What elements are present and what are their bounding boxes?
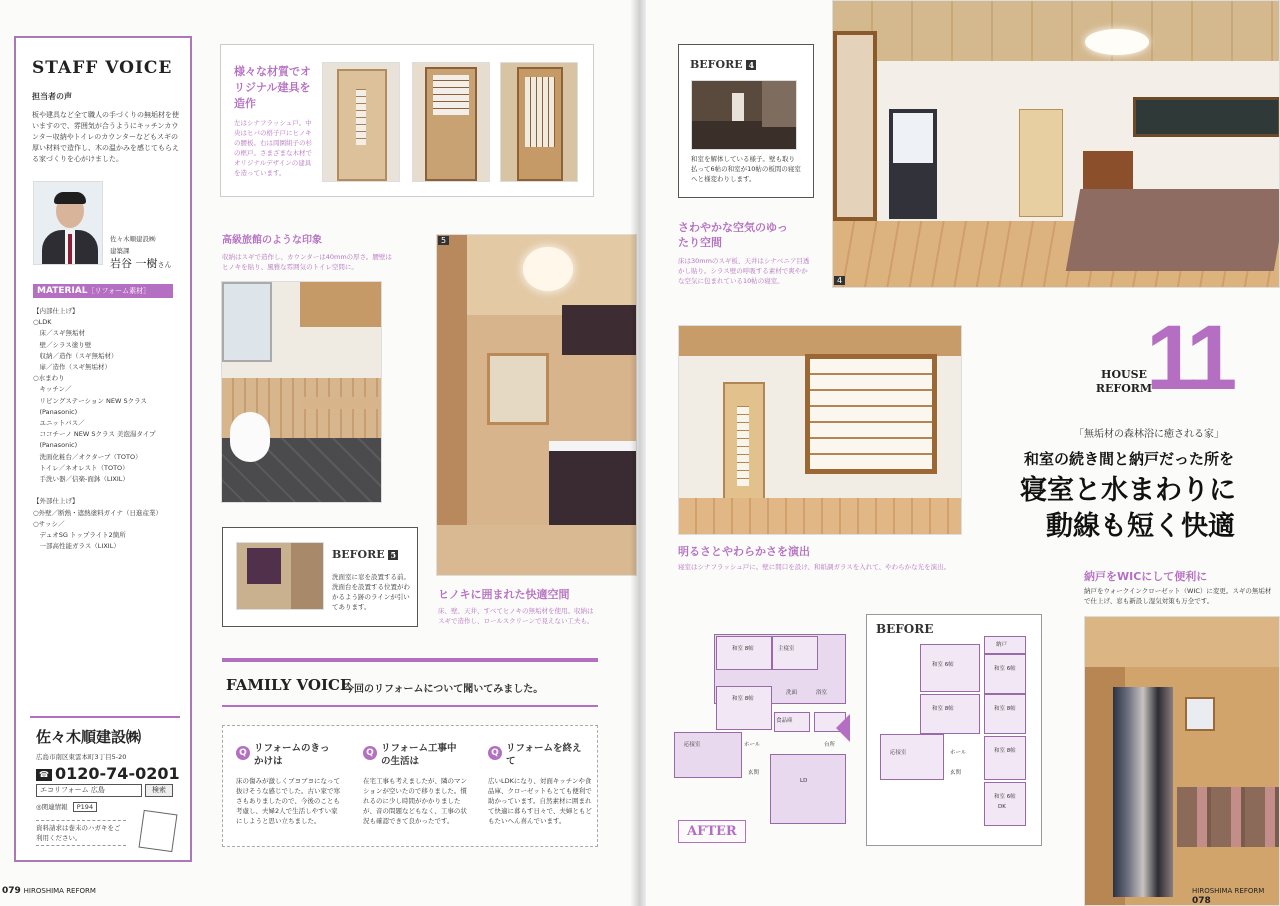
q1-text: 床の傷みが激しくブヨブヨになって抜けそうな感じでした。古い家で寒さもありましたので、今後のことも考慮し、夫婦2人で生活しやすい家にしようと思い立ちました。 — [236, 777, 340, 825]
material-line: ユニットバス／ — [33, 419, 85, 428]
company-name: 佐々木順建設㈱ — [36, 728, 142, 746]
family-divider-bottom — [222, 705, 598, 707]
material-line: ○サッシ／ — [33, 519, 65, 528]
postcard-icon — [139, 810, 178, 852]
material-line: (Panasonic) — [33, 441, 78, 450]
bedroom-photo — [832, 0, 1280, 288]
phone-number: 0120-74-0201 — [55, 764, 180, 783]
before5-text: 洗面室に窓を設置する前。洗面台を設置する位置がわかるよう跡のラインが引いてあります。 — [332, 573, 410, 611]
airy-text: 床は30mmのスギ板、天井はシナベニア目透かし貼り。シラス壁の呼吸する素材で爽やかな空気に包まれている10帖の寝室。 — [678, 257, 810, 285]
floorplan-after-labels — [674, 628, 844, 828]
before5-num: 5 — [390, 550, 397, 560]
related-info — [36, 802, 97, 812]
floorplan-room-label: 和室 6帖 — [932, 662, 954, 668]
floorplan-room-label: DK — [998, 804, 1006, 810]
toilet-photo — [221, 281, 382, 503]
related-page: P194 — [73, 802, 97, 812]
sliding-door-photo — [678, 325, 962, 535]
floorplan-room-label: LD — [800, 778, 808, 784]
staff-voice-title: STAFF VOICE — [32, 58, 173, 78]
staff-voice-subtitle: 担当者の声 — [32, 92, 72, 101]
before4-num: 4 — [748, 60, 755, 70]
q2-text: 在宅工事も考えましたが、隣のマンションが空いたので移りました。慣れるのに少し時間がかかりましたが、音の問題などもなく、工事の状況も確認できて良かったです。 — [363, 777, 467, 825]
floorplan-room-label: 応接室 — [684, 742, 701, 748]
bright-title: 明るさとやわらかさを演出 — [678, 545, 810, 558]
related-label: ◎関連情報 — [36, 803, 68, 811]
material-line: 床／スギ無垢材 — [33, 329, 85, 338]
staff-honorific: さん — [157, 261, 172, 269]
material-line: 壁／シラス塗り壁 — [33, 340, 92, 349]
q1-title: リフォームのきっかけは — [254, 743, 330, 767]
q1-icon: Q — [236, 746, 250, 760]
floorplan-room-label: 納戸 — [996, 642, 1008, 648]
material-line: リビングステーション NEW Sクラス — [33, 396, 147, 405]
material-line: 扉／造作（スギ無垢材） — [33, 363, 111, 372]
door-photo-2 — [412, 62, 490, 182]
bright-text: 寝室はシナフラッシュ戸に。壁に間口を設け、和紙調ガラスを入れて、やわらかな光を演出。 — [678, 563, 951, 571]
material-line: キッチン／ — [33, 385, 72, 394]
material-line: ○LDK — [33, 318, 52, 327]
material-title: MATERIAL — [37, 286, 88, 296]
material-line: 一部高性能ガラス（LIXIL） — [33, 542, 120, 551]
before4-text: 和室を解体している様子。壁も取り払って6帖の和室が10帖の板間の寝室へと様変わりします。 — [691, 155, 801, 183]
floorplan-room-label: 和室 8帖 — [932, 706, 954, 712]
material-line: 【内部仕上げ】 — [33, 307, 79, 315]
right-page-footer — [1192, 886, 1280, 906]
floorplan-room-label: 浴室 — [816, 690, 828, 696]
before4-photo — [691, 80, 797, 150]
floorplan-room-label: 玄関 — [748, 770, 760, 776]
material-line — [33, 485, 183, 496]
search-box[interactable]: エコリフォーム 広島 — [36, 784, 142, 797]
hinoki-text: 床、壁、天井、すべてヒノキの無垢材を使用。収納はスギで造作し、ロールスクリーンで見えない工夫も。 — [438, 607, 594, 625]
q3-icon: Q — [488, 746, 502, 760]
before4-label-text: BEFORE — [690, 58, 743, 71]
house-label: HOUSE REFORM — [1095, 368, 1153, 395]
staff-portrait — [33, 181, 103, 265]
floorplan-room-label: ホール — [950, 750, 967, 756]
staff-role: 建築課 — [110, 247, 130, 255]
hinoki-title: ヒノキに囲まれた快適空間 — [438, 588, 570, 601]
family-divider-top — [222, 658, 598, 662]
phone-icon: ☎ — [36, 769, 52, 781]
family-voice-title: FAMILY VOICE — [226, 676, 352, 694]
headline-2: 寝室と水まわりに — [1020, 475, 1236, 506]
ryokan-title: 高級旅館のような印象 — [222, 235, 322, 246]
family-voice-subtitle: 今回のリフォームについて聞いてみました。 — [344, 684, 544, 695]
floorplan-room-label: 主寝室 — [778, 646, 795, 652]
material-list — [33, 306, 183, 552]
before5-photo — [236, 542, 324, 610]
q2-icon: Q — [363, 746, 377, 760]
material-line: 手洗い器／信楽-面鉢（LIXIL） — [33, 475, 129, 484]
staff-voice-text: 板や建具など全て職人の手づくりの無垢材を使いますので、雰囲気が合うようにキッチンカウンター収納やトイレのカウンターなどもスギの厚い材料で造作し、木の温かみを感じてもらえる家づくりを心がけました。 — [32, 111, 179, 163]
floorplan-room-label: 和室 6帖 — [994, 794, 1016, 800]
material-subtitle: ［リフォーム素材］ — [87, 287, 151, 295]
right-page — [646, 0, 1280, 906]
floorplan-room-label: 洗面 — [786, 690, 798, 696]
fixtures-text: 左はシナフラッシュ戸。中央はヒバの格子戸にヒノキの腰板。右は岡園組子の杉の框戸。さまざまな木材でオリジナルデザインの建具を造っています。 — [234, 119, 312, 177]
floorplan-room-label: ホール — [744, 742, 761, 748]
wic-title: 納戸をWICにして便利に — [1084, 570, 1208, 583]
floorplan-room-label: 和室 6帖 — [994, 666, 1016, 672]
wic-photo — [1084, 616, 1280, 906]
left-page-number: 079 — [2, 886, 21, 896]
right-page-number: 078 — [1192, 896, 1211, 906]
floorplan-before-labels — [880, 636, 1030, 836]
catalog-note: 資料請求は巻末のハガキをご利用ください。 — [36, 820, 126, 846]
airy-title: さわやかな空気のゆったり空間 — [678, 221, 788, 249]
left-page-footer — [2, 886, 96, 896]
staff-name — [110, 255, 172, 271]
q3-title: リフォームを終えて — [506, 743, 582, 767]
photo-number-5: 5 — [438, 236, 449, 245]
floorplan-room-label: 台所 — [824, 742, 836, 748]
after-label: AFTER — [678, 820, 746, 843]
headline-3: 動線も短く快適 — [1046, 511, 1235, 542]
material-line: トイレ／ネオレスト（TOTO） — [33, 463, 129, 472]
photo-number-4: 4 — [834, 276, 845, 285]
before4-label — [690, 58, 756, 71]
washroom-photo — [436, 234, 637, 576]
wic-text: 納戸をウォークインクローゼット（WIC）に変更。スギの無垢材で仕上げ、窓も新設し湿気対策も万全です。 — [1084, 587, 1272, 605]
left-page-mag: HIROSHIMA REFORM — [23, 887, 96, 895]
company-phone — [36, 764, 180, 783]
before-plan-label: BEFORE — [876, 622, 934, 636]
headline-1: 和室の続き間と納戸だった所を — [1024, 450, 1235, 468]
floorplan-room-label: 応接室 — [890, 750, 907, 756]
floorplan-room-label: 食品庫 — [776, 718, 793, 724]
q3-text: 広いLDKになり、対面キッチンや食品庫、クローゼットもとても便利で助かっています。自然素材に囲まれて快適に暮らす日々で、夫婦ともどもたいへん喜んでいます。 — [488, 777, 592, 825]
house-number: 11 — [1146, 307, 1232, 409]
staff-name-text: 岩谷 一樹 — [110, 257, 158, 270]
door-photo-1 — [322, 62, 400, 182]
material-header — [33, 284, 173, 298]
fixtures-title: 様々な材質でオリジナル建具を造作 — [234, 65, 311, 110]
before5-label — [332, 548, 398, 561]
house-quote: 「無垢材の森林浴に癒される家」 — [1074, 429, 1224, 440]
material-line: (Panasonic) — [33, 407, 78, 416]
staff-company: 佐々木順建設㈱ — [110, 235, 156, 243]
search-button[interactable]: 検索 — [145, 784, 173, 797]
material-line: ココチーノ NEW Sクラス 美泡湯タイプ — [33, 430, 156, 439]
material-line: ○外壁／断熱・遮熱塗料ガイナ（日進産業） — [33, 508, 162, 517]
material-line: デュオSG トップライト2箇所 — [33, 531, 126, 540]
material-line: 収納／造作（スギ無垢材） — [33, 351, 118, 360]
q2-title: リフォーム工事中の生活は — [381, 743, 457, 767]
company-address: 広島市南区東雲本町3丁目5-20 — [36, 753, 127, 761]
floorplan-room-label: 玄関 — [950, 770, 962, 776]
ryokan-text: 収納はスギで造作し、カウンターは40mmの厚さ。腰壁はヒノキを貼り、風雅な雰囲気のトイレ空間に。 — [222, 253, 392, 271]
floorplan-room-label: 和室 8帖 — [732, 696, 754, 702]
floorplan-room-label: 和室 8帖 — [994, 706, 1016, 712]
material-line: ○水まわり — [33, 374, 65, 383]
right-page-mag: HIROSHIMA REFORM — [1192, 887, 1265, 895]
material-line: 【外部仕上げ】 — [33, 497, 79, 506]
floorplan-room-label: 和室 8帖 — [732, 646, 754, 652]
floorplan-room-label: 和室 8帖 — [994, 748, 1016, 754]
material-line: 洗面化粧台／オクターブ（TOTO） — [33, 452, 142, 461]
before5-label-text: BEFORE — [332, 548, 385, 561]
plan-arrow-icon — [836, 714, 850, 742]
door-photo-3 — [500, 62, 578, 182]
company-divider — [30, 716, 180, 718]
